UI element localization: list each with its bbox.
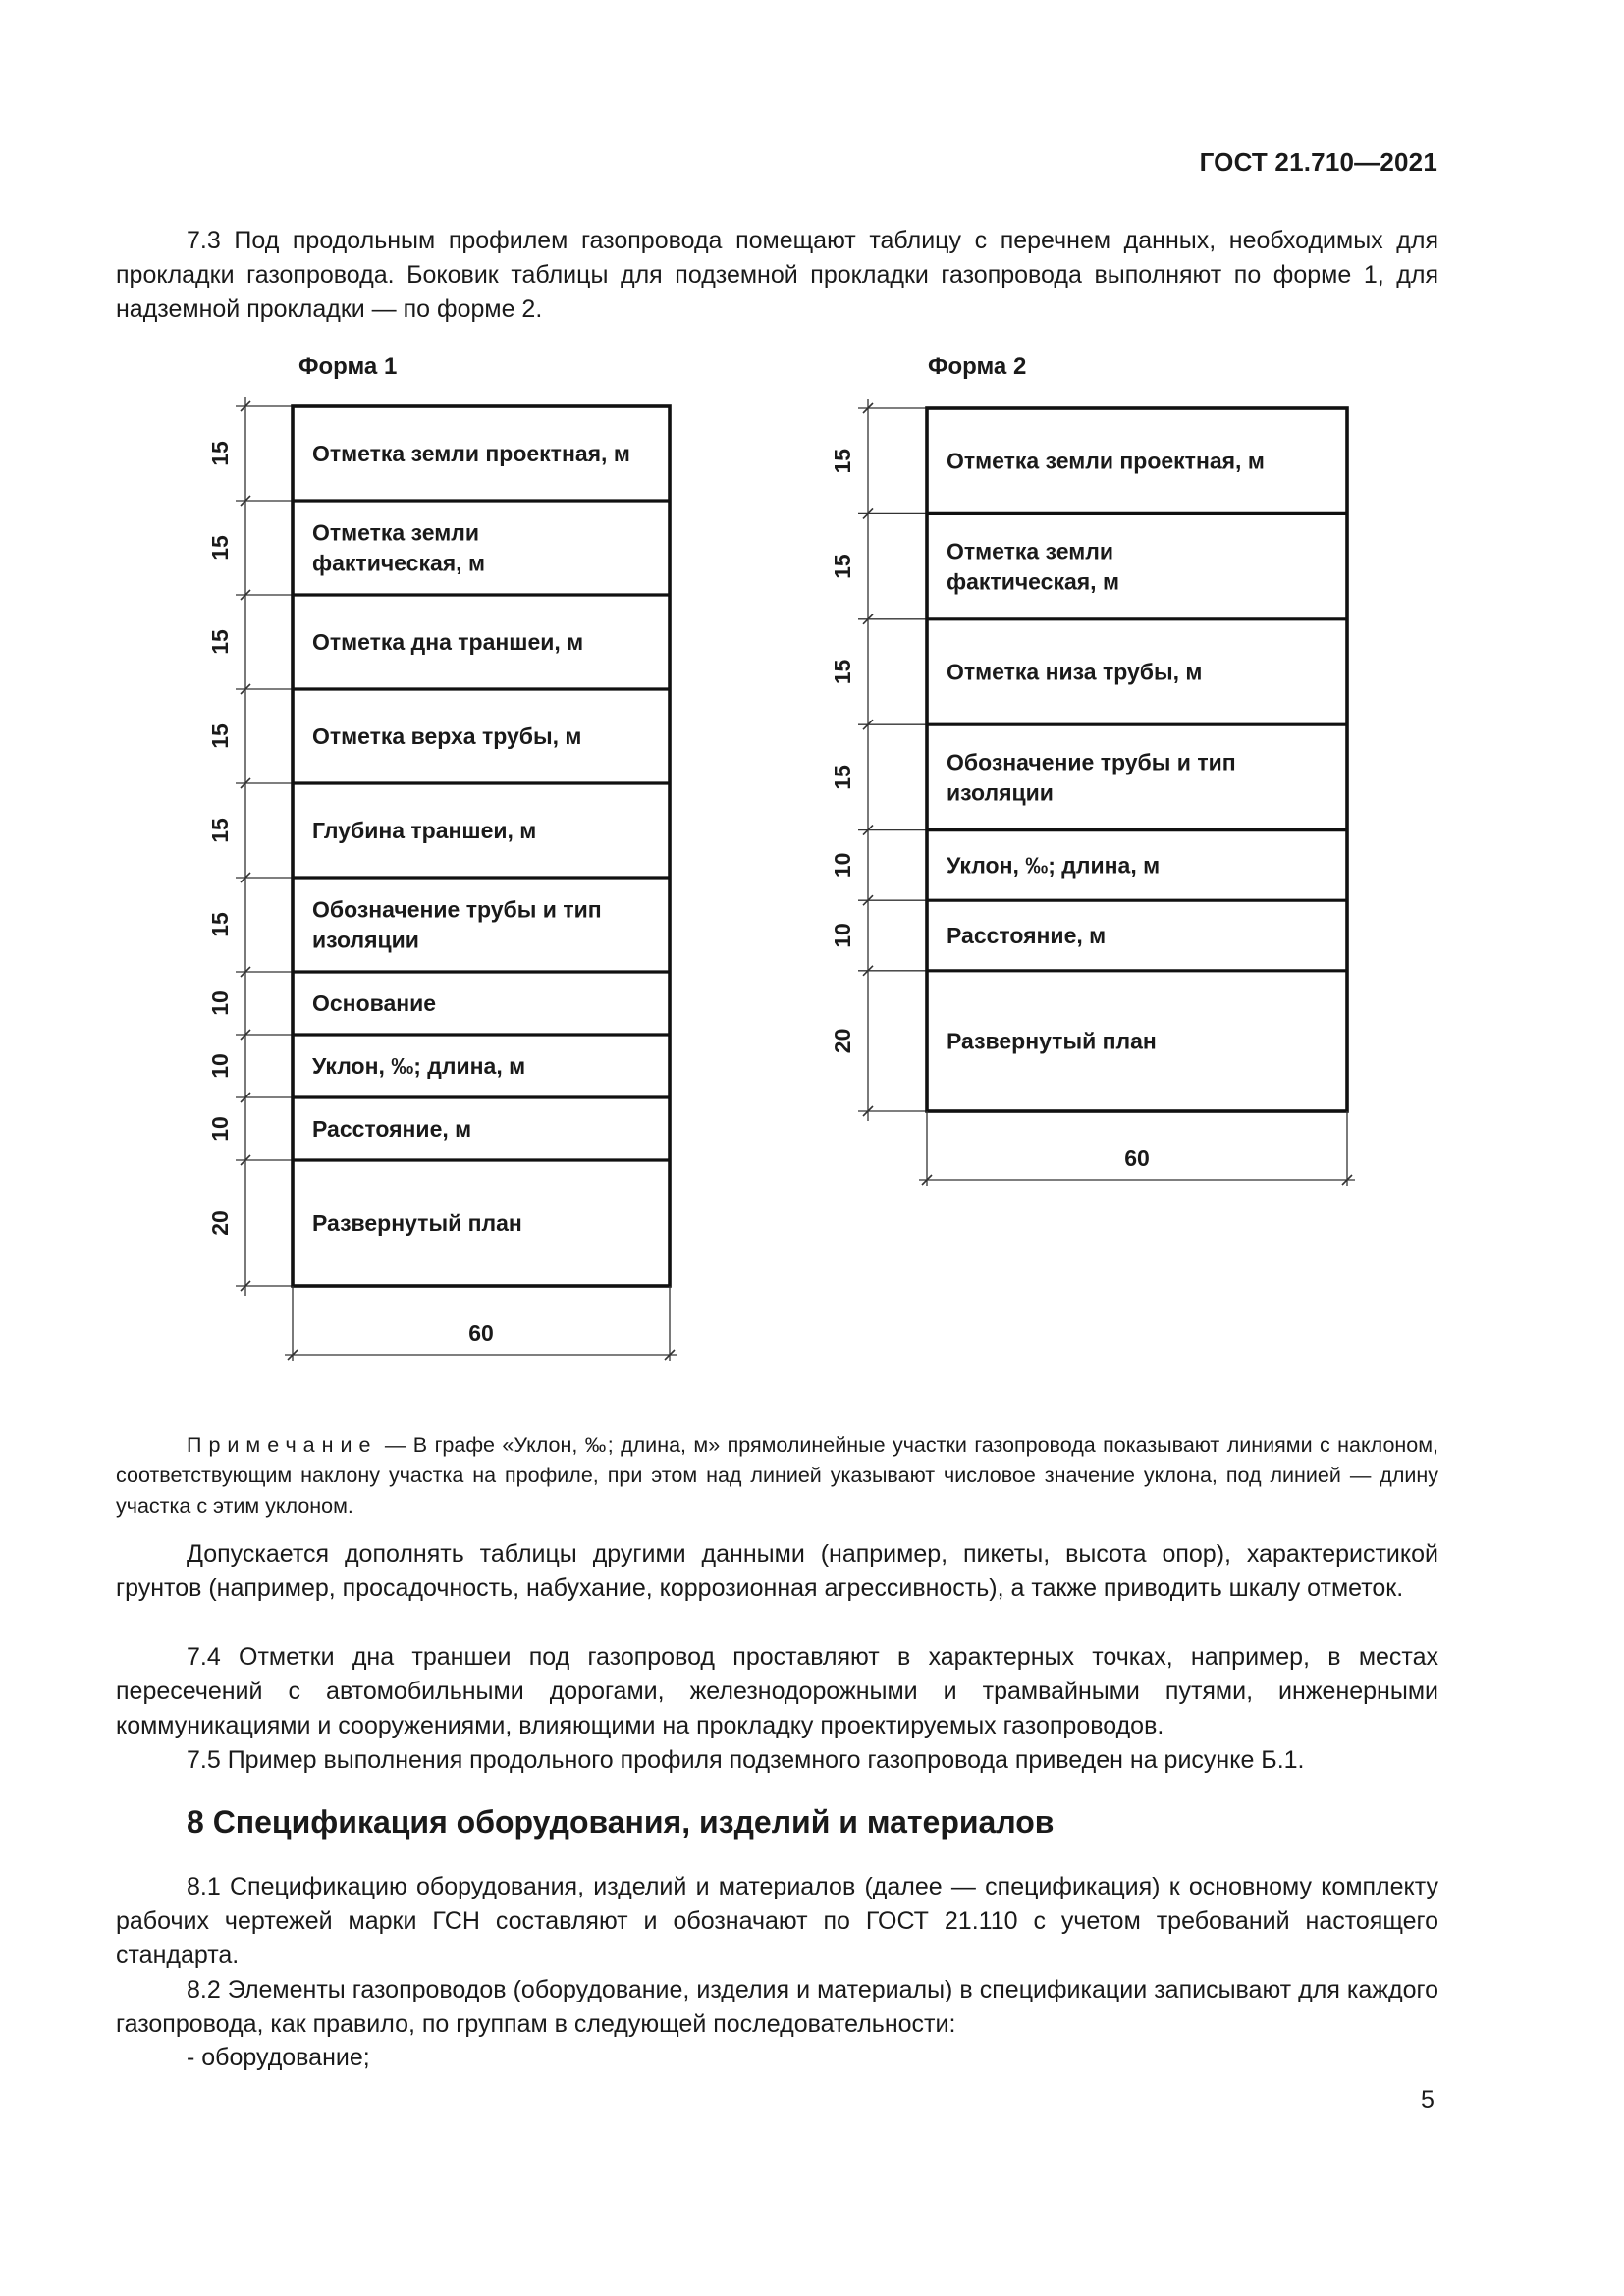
form1-row-height-label: 10 (207, 1053, 233, 1079)
form2-row-height-label: 15 (830, 554, 855, 579)
note-label: Примечание (187, 1433, 378, 1457)
form1-row-height-label: 15 (207, 535, 233, 561)
form2-row-height-label: 15 (830, 448, 855, 474)
form2-row-label: Уклон, ‰; длина, м (947, 852, 1161, 879)
form1-row-label: Уклон, ‰; длина, м (312, 1053, 526, 1079)
form1-row-label: Отметка верха трубы, м (312, 723, 582, 749)
paragraph-7-3: 7.3 Под продольным профилем газопровода помещают таблицу с перечнем данных, необходимых для прокладки газопровода. Боковик таблицы для подземной прокладки газопровода выполняют по форме 1, для надземной прокладки — по форме 2. (116, 227, 1438, 323)
form1-row-label: Отметка дна траншеи, м (312, 629, 584, 655)
form1-row-label: Обозначение трубы и тип (312, 896, 602, 923)
form2-row-label: Обозначение трубы и тип (947, 749, 1236, 775)
paragraph-7-5: 7.5 Пример выполнения продольного профиля подземного газопровода приведен на рисунке Б.1. (187, 1746, 1305, 1774)
form1-row-label: изоляции (312, 927, 419, 953)
section-8-heading: 8 Спецификация оборудования, изделий и материалов (187, 1804, 1055, 1840)
form1-row-height-label: 15 (207, 629, 233, 655)
form1-title: Форма 1 (298, 353, 398, 380)
form2-row-label: Отметка низа трубы, м (947, 659, 1203, 685)
form1-row-label: Отметка земли (312, 519, 479, 546)
form2-row-label: Расстояние, м (947, 923, 1107, 948)
form1-row-height-label: 15 (207, 723, 233, 749)
form2-table (830, 399, 1355, 1186)
form2-row-label: фактическая, м (947, 568, 1119, 595)
form2-width-label: 60 (1124, 1146, 1150, 1171)
paragraph-allow: Допускается дополнять таблицы другими данными (например, пикеты, высота опор), характеристикой грунтов (например, просадочность, набухание, коррозионная агрессивность), а также приводить шкалу отметок. (116, 1540, 1438, 1602)
form1-row-label: Отметка земли проектная, м (312, 441, 630, 466)
form2-row-height-label: 10 (830, 852, 855, 879)
form2-row-height-label: 10 (830, 923, 855, 948)
form1-row-height-label: 15 (207, 818, 233, 843)
form1-row-label: Развернутый план (312, 1210, 522, 1236)
form1-row-height-label: 20 (207, 1210, 233, 1236)
list-item-equipment: - оборудование; (187, 2044, 370, 2071)
form1-row-height-label: 10 (207, 1116, 233, 1142)
form2-row-label: Развернутый план (947, 1028, 1157, 1054)
page-number: 5 (1421, 2086, 1435, 2113)
paragraph-8-1: 8.1 Спецификацию оборудования, изделий и материалов (далее — спецификация) к основному комплекту рабочих чертежей марки ГСН составляют и обозначают по ГОСТ 21.110 с учетом требований настоящего стандарта. (116, 1873, 1438, 1969)
form2-row-label: изоляции (947, 779, 1054, 806)
form1-width-label: 60 (468, 1320, 494, 1346)
doc-code-header: ГОСТ 21.710—2021 (1199, 147, 1437, 177)
note-text: — В графе «Уклон, ‰; длина, м» прямолинейные участки газопровода показывают линиями с наклоном, соответствующим наклону участка на профиле, при этом над линией указывают числовое значение уклона, под линией — длину участка с этим уклоном. (116, 1433, 1438, 1518)
note-paragraph (116, 1430, 1438, 1522)
form1-row-height-label: 15 (207, 441, 233, 466)
form1-row-label: Глубина траншеи, м (312, 818, 537, 843)
form2-row-height-label: 20 (830, 1028, 855, 1054)
form1-row-label: Расстояние, м (312, 1116, 472, 1142)
form2-row-label: Отметка земли проектная, м (947, 448, 1265, 474)
form2-row-label: Отметка земли (947, 538, 1113, 564)
form2-row-height-label: 15 (830, 659, 855, 685)
form2-row-height-label: 15 (830, 765, 855, 790)
paragraph-8-2: 8.2 Элементы газопроводов (оборудование, изделия и материалы) в спецификации записывают для каждого газопровода, как правило, по группам в следующей последовательности: (116, 1976, 1438, 2038)
paragraph-7-4: 7.4 Отметки дна траншеи под газопровод проставляют в характерных точках, например, в местах пересечений с автомобильными дорогами, железнодорожными и трамвайными путями, инженерными коммуникациями и сооружениями, влияющими на прокладку проектируемых газопроводов. (116, 1643, 1438, 1739)
form1-row-label: фактическая, м (312, 550, 485, 576)
form1-table (207, 397, 677, 1361)
form2-title: Форма 2 (928, 353, 1027, 380)
form1-row-height-label: 10 (207, 990, 233, 1016)
form1-row-label: Основание (312, 990, 437, 1016)
form1-row-height-label: 15 (207, 912, 233, 937)
